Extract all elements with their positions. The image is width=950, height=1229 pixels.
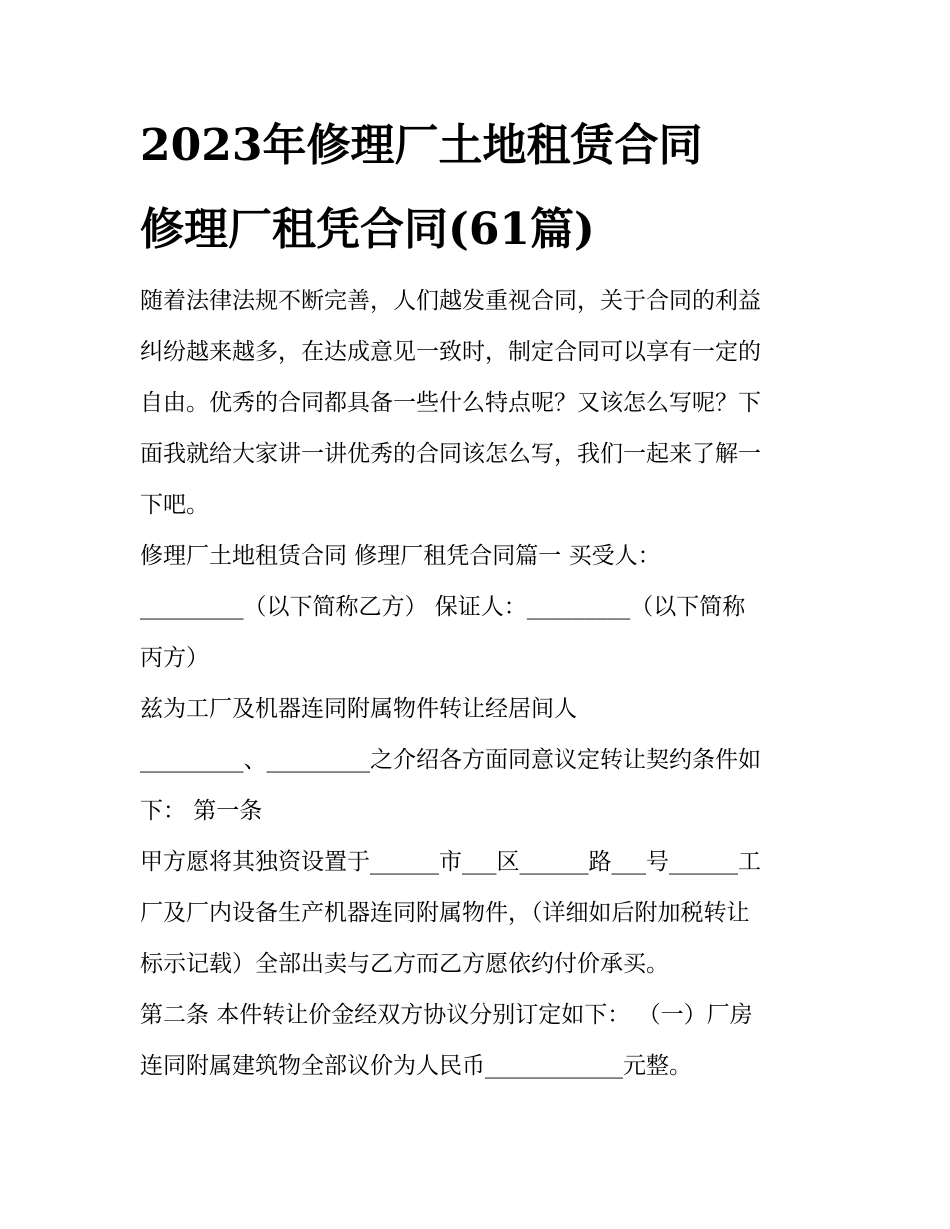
body-line: 甲方愿将其独资设置于______市___区______路___号______工 xyxy=(140,849,761,875)
body-line: _________（以下简称乙方） 保证人：_________（以下简称 xyxy=(140,594,746,620)
body-line: 丙方） xyxy=(140,645,209,671)
title-line: 修理厂租凭合同(61篇) xyxy=(140,204,595,255)
body-line: 标示记载）全部出卖与乙方而乙方愿依约付价承买。 xyxy=(140,951,669,977)
body-line: 修理厂土地租赁合同 修理厂租凭合同篇一 买受人： xyxy=(140,543,661,569)
body-line: _________、_________之介绍各方面同意议定转让契约条件如 xyxy=(140,747,761,773)
body-line: 厂及厂内设备生产机器连同附属物件，（详细如后附加税转让 xyxy=(140,900,750,926)
body-line: 兹为工厂及机器连同附属物件转让经居间人 xyxy=(140,696,577,722)
document-body xyxy=(140,276,820,1092)
body-line: 第二条 本件转让价金经双方协议分别订定如下： （一）厂房 xyxy=(140,1002,753,1028)
body-line: 下吧。 xyxy=(140,492,209,518)
title-line: 2023年修理厂土地租赁合同 xyxy=(140,120,703,171)
body-line: 连同附属建筑物全部议价为人民币____________元整。 xyxy=(140,1053,692,1079)
body-line: 纠纷越来越多，在达成意见一致时，制定合同可以享有一定的 xyxy=(140,339,761,365)
body-line: 面我就给大家讲一讲优秀的合同该怎么写，我们一起来了解一 xyxy=(140,441,761,467)
body-line: 随着法律法规不断完善，人们越发重视合同，关于合同的利益 xyxy=(140,288,761,314)
body-line: 下： 第一条 xyxy=(140,798,263,824)
document-title xyxy=(140,104,820,272)
body-line: 自由。优秀的合同都具备一些什么特点呢？又该怎么写呢？下 xyxy=(140,390,761,416)
